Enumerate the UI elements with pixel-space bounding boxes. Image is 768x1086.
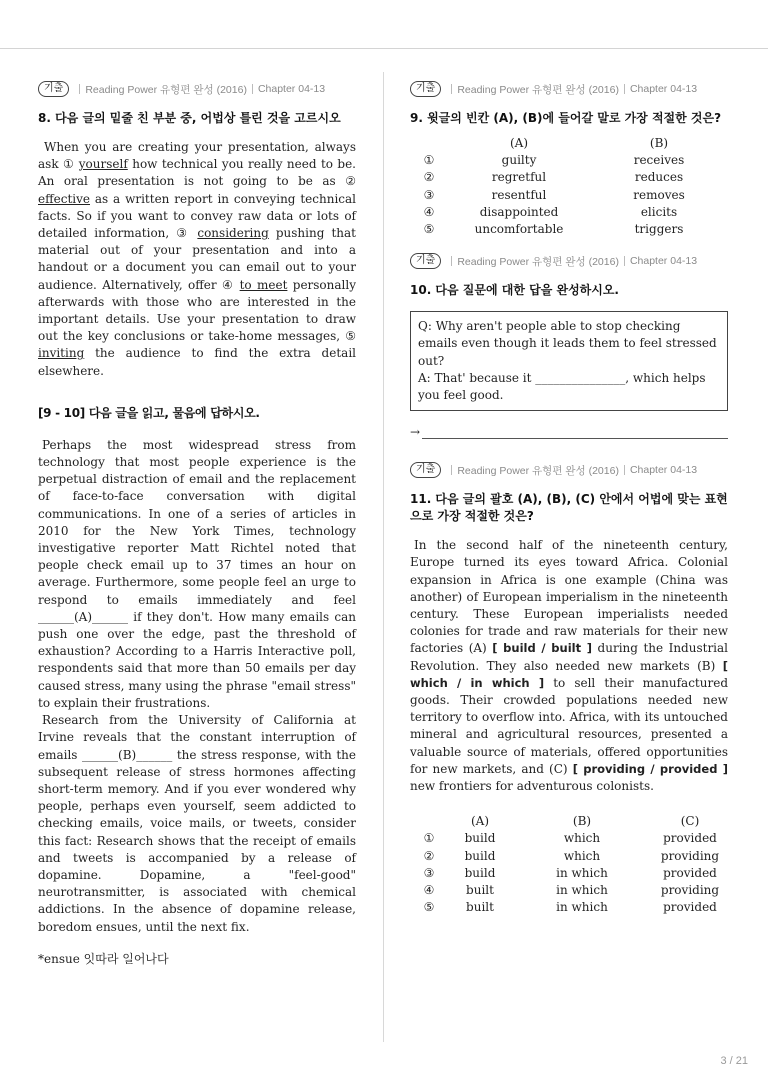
q10-title: 10. 다음 질문에 대한 답을 완성하시오. xyxy=(410,283,619,298)
past-exam-badge: 기출 xyxy=(410,81,441,97)
q8-source: Reading Power 유형편 완성 (2016) xyxy=(85,83,247,96)
q9-choice-2[interactable]: ② regretful reduces xyxy=(423,170,684,185)
left-column xyxy=(38,80,356,967)
passage-email-stress-2: Research from the University of California at Irvine reveals that the constant interruption of emails ______(B)______ the stress response, with the subsequent release of stress hormones affecting short-term memory. And if you ever wondered why people, perhaps even yourself, seem addicted to checking emails, voice mails, or tweets, consider this fact: Research shows that the receipt of emails and tweets is accompanied by a release of dopamine. Dopamine, a "feel-good" neurotransmitter, is associated with chemical addictions. In the absence of dopamine release, boredom ensues, until the next fix. xyxy=(38,713,356,934)
q11-choice-3[interactable]: ③ build in which provided xyxy=(423,865,717,880)
q10-qa-box xyxy=(410,311,728,411)
arrow-icon: → xyxy=(410,425,421,440)
footnote: *ensue 잇따라 일어나다 xyxy=(38,951,169,966)
bracket-b: [ which / in which ] xyxy=(410,658,728,690)
q9-choices xyxy=(410,135,728,238)
q10-question: Q: Why aren't people able to stop checking emails even though it leads them to feel stressed out? xyxy=(418,319,717,368)
page-number: 3 / 21 xyxy=(720,1055,748,1067)
q11-choice-2[interactable]: ② build which providing xyxy=(423,848,720,863)
past-exam-badge: 기출 xyxy=(410,253,441,269)
q11-choices xyxy=(410,813,728,916)
underline-2: effective xyxy=(38,191,90,206)
q8-source-line xyxy=(38,80,356,98)
q10-answer-prompt: A: That' because it _______________, which helps you feel good. xyxy=(418,370,706,403)
right-column xyxy=(410,80,728,917)
underline-5: inviting xyxy=(38,346,85,361)
q11-choice-header: (A) (B) (C) xyxy=(470,814,700,829)
underline-4: to meet xyxy=(239,277,288,292)
underline-3: considering xyxy=(197,226,269,241)
q11-choice-4[interactable]: ④ built in which providing xyxy=(423,883,720,898)
q11-source: Reading Power 유형편 완성 (2016) xyxy=(457,464,619,477)
q10-chapter: Chapter 04-13 xyxy=(629,255,698,268)
q11-source-line xyxy=(410,461,728,479)
q11-title: 11. 다음 글의 괄호 (A), (B), (C) 안에서 어법에 맞는 표현으로 가장 적절한 것은? xyxy=(410,492,728,524)
q9-title: 9. 윗글의 빈칸 (A), (B)에 들어갈 말로 가장 적절한 것은? xyxy=(410,111,722,125)
section-heading-9-10: [9 - 10] 다음 글을 읽고, 물음에 답하시오. xyxy=(38,405,260,420)
q10-source-line xyxy=(410,252,728,270)
q8-chapter: Chapter 04-13 xyxy=(257,83,326,95)
q11-passage: In the second half of the nineteenth century, Europe turned its eyes toward Africa. Colonial expansion in Africa is one example (China was another) of European imperialism in the nineteenth century. These European imperialists needed colonies for trade and raw materials for their new factories (A) [ build / built ] during the Industrial Revolution. They also needed new markets (B) [ which / in which ] to sell their manufactured goods. Their crowded populations needed new territory to overflow into. Africa, with its untouched mineral and agricultural resources, presented a valuable source of materials, offered opportunities for new markets, and (C) [ providing / provided ] new frontiers for adventurous colonists. xyxy=(410,538,729,794)
q9-choice-1[interactable]: ① guilty receives xyxy=(423,153,685,168)
bracket-c: [ providing / provided ] xyxy=(572,761,728,776)
passage-email-stress-1: Perhaps the most widespread stress from technology that most people experience is the perpetual distraction of email and the replacement of face-to-face conversation with digital communications. In one of a series of articles in 2010 for the New York Times, technology investigative reporter Matt Richtel noted that people check email up to 37 times an hour on average. Furthermore, some people feel an urge to respond to emails immediately and feel ______(A)______ if they don't. How many emails can push one over the edge, past the threshold of exhaustion? According to a Harris Interactive poll, respondents said that more than 50 emails per day caused stress, many using the phrase "email stress" to explain their frustrations. xyxy=(38,437,356,710)
top-rule xyxy=(0,48,768,49)
q9-chapter: Chapter 04-13 xyxy=(629,83,698,95)
q10-answer-line[interactable] xyxy=(410,425,728,439)
q9-choice-3[interactable]: ③ resentful removes xyxy=(423,187,685,202)
past-exam-badge: 기출 xyxy=(38,81,69,97)
underline-1: yourself xyxy=(78,157,128,172)
q10-source: Reading Power 유형편 완성 (2016) xyxy=(457,255,619,268)
q9-choice-4[interactable]: ④ disappointed elicits xyxy=(423,204,678,219)
q9-choice-5[interactable]: ⑤ uncomfortable triggers xyxy=(423,222,684,237)
q8-title: 8. 다음 글의 밑줄 친 부분 중, 어법상 틀린 것을 고르시오 xyxy=(38,111,341,125)
q11-choice-5[interactable]: ⑤ built in which provided xyxy=(423,900,717,915)
bracket-a: [ build / built ] xyxy=(492,641,593,656)
q9-source-line xyxy=(410,80,728,98)
q9-source: Reading Power 유형편 완성 (2016) xyxy=(457,83,619,96)
column-divider xyxy=(383,72,384,1042)
q9-choice-header: (A) (B) xyxy=(509,136,669,150)
q11-choice-1[interactable]: ① build which provided xyxy=(423,831,717,846)
past-exam-badge: 기출 xyxy=(410,462,441,478)
q8-passage: When you are creating your presentation, always ask ① yourself how technical you really need to be. An oral presentation is not going to be as ② effective as a written report in conveying technical facts. So if you want to convey raw data or lots of detailed information, ③ considering pushing that material out of your presentation and into a handout or a document you can email out to your audience. Alternatively, offer ④ to meet personally afterwards with those who are interested in the important details. Use your presentation to draw out the key conclusions or take-home messages, ⑤ inviting the audience to find the extra detail elsewhere. xyxy=(38,140,357,378)
q11-chapter: Chapter 04-13 xyxy=(629,464,698,477)
